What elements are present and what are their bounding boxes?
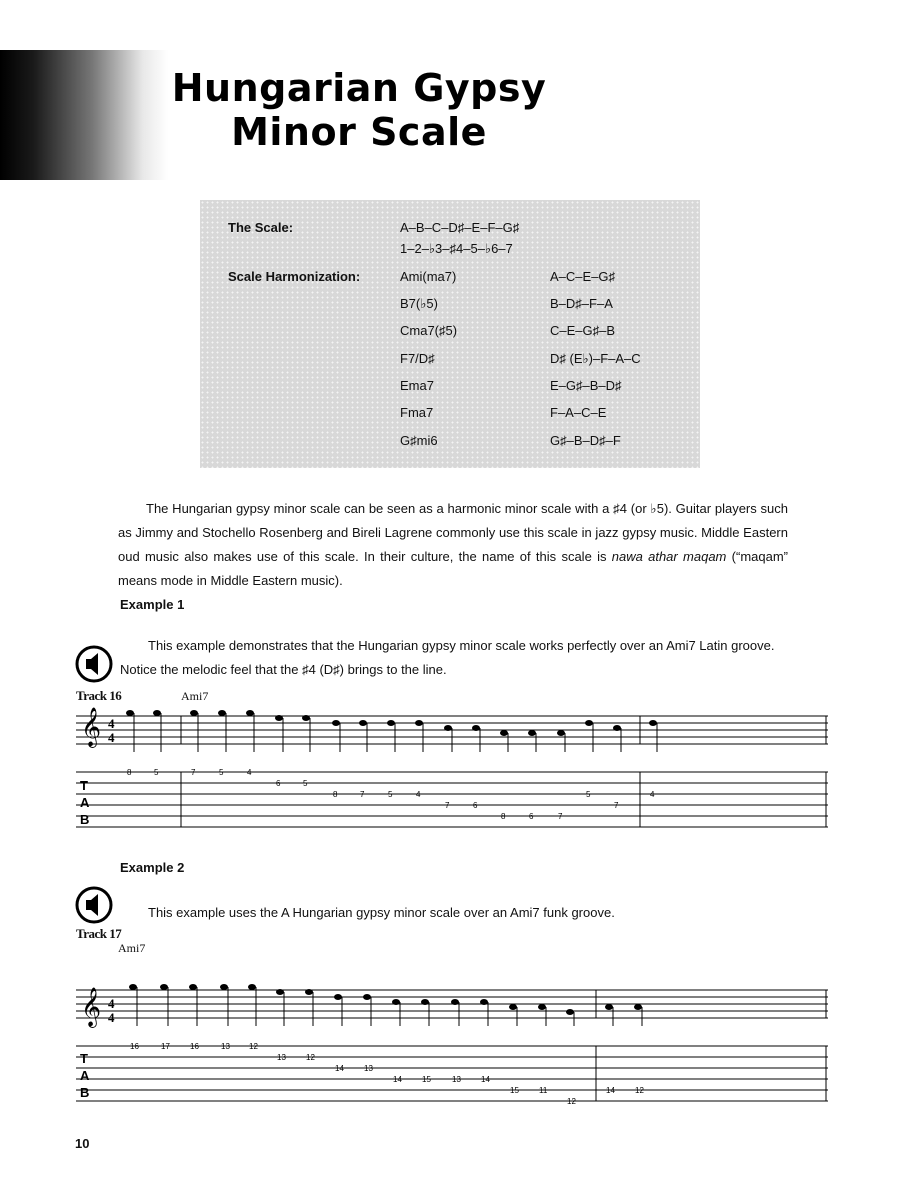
scale-degrees: 1–2–♭3–♯4–5–♭6–7 [400, 241, 513, 256]
scale-label: The Scale: [228, 220, 294, 235]
note-head [509, 1004, 517, 1010]
tab-fret-number: 15 [510, 1086, 519, 1095]
tab-fret-number: 13 [364, 1064, 373, 1073]
tab-letter-t: T [80, 778, 88, 793]
tab-fret-number: 5 [388, 790, 393, 799]
tab-fret-number: 13 [452, 1075, 461, 1084]
time-sig-bottom: 4 [108, 1010, 115, 1025]
chord-notes: A–C–E–G♯ [550, 269, 616, 284]
time-sig-top: 4 [108, 716, 115, 731]
tab-fret-number: 14 [606, 1086, 615, 1095]
intro-italic-term: nawa athar maqam [611, 549, 727, 564]
example2-description: This example uses the A Hungarian gypsy minor scale over an Ami7 funk groove. [148, 905, 615, 920]
chord-notes: B–D♯–F–A [550, 296, 613, 311]
tab-fret-number: 11 [539, 1086, 548, 1095]
chord-notes: E–G♯–B–D♯ [550, 378, 622, 393]
note-head [276, 989, 284, 995]
note-head [480, 999, 488, 1005]
chord-name: Ema7 [400, 378, 434, 393]
treble-clef-icon: 𝄞 [81, 987, 102, 1027]
tab-letter-b: B [80, 1085, 90, 1100]
chord-name: B7(♭5) [400, 296, 438, 311]
tab-fret-number: 13 [277, 1053, 286, 1062]
note-head [363, 994, 371, 1000]
note-head [538, 1004, 546, 1010]
intro-text-end: (“maqam” means mode in Middle Eastern music). [118, 549, 788, 588]
tab-fret-number: 7 [614, 801, 619, 810]
note-head [334, 994, 342, 1000]
tab-fret-number: 5 [219, 768, 224, 777]
chord-symbol: Ami7 [118, 941, 146, 955]
staff [76, 990, 828, 1018]
tab-fret-number: 14 [393, 1075, 402, 1084]
chord-name: G♯mi6 [400, 433, 438, 448]
note-head [305, 989, 313, 995]
chord-name: Ami(ma7) [400, 269, 457, 284]
treble-clef-icon: 𝄞 [81, 707, 102, 747]
time-sig-top: 4 [108, 996, 115, 1011]
tab-fret-number: 12 [567, 1097, 576, 1106]
tab-fret-number: 16 [190, 1042, 199, 1051]
tab-fret-number: 8 [501, 812, 506, 821]
tab-fret-number: 7 [191, 768, 196, 777]
tab-fret-number: 5 [154, 768, 159, 777]
track-label: Track 17 [76, 926, 122, 941]
tab-letter-a: A [80, 795, 90, 810]
tab-fret-number: 6 [529, 812, 534, 821]
tab-letter-t: T [80, 1051, 88, 1066]
tab-fret-number: 17 [161, 1042, 170, 1051]
chord-notes: D♯ (E♭)–F–A–C [550, 351, 641, 366]
tab-fret-number: 7 [360, 790, 365, 799]
note-head [566, 1009, 574, 1015]
tab-fret-number: 4 [650, 790, 655, 799]
tab-fret-number: 8 [127, 768, 132, 777]
chord-notes: F–A–C–E [550, 405, 607, 420]
tab-fret-number: 4 [416, 790, 421, 799]
tab-fret-number: 14 [335, 1064, 344, 1073]
tab-fret-number: 6 [473, 801, 478, 810]
intro-text: The Hungarian gypsy minor scale can be seen as a harmonic minor scale with a ♯4 (or ♭5). Guitar players such as Jimmy and Stochello Rosenberg and Bireli Lagrene commonly use this scale in jazz gypsy music. Middle Eastern oud music also makes use of this scale. In their culture, the name of this scale is [118, 501, 788, 564]
tab-fret-number: 5 [586, 790, 591, 799]
tab-fret-number: 12 [249, 1042, 258, 1051]
tab-fret-number: 16 [130, 1042, 139, 1051]
chord-name: Cma7(♯5) [400, 323, 458, 338]
chord-name: Fma7 [400, 405, 434, 420]
tab-fret-number: 13 [221, 1042, 230, 1051]
chord-symbol: Ami7 [181, 689, 209, 703]
time-sig-bottom: 4 [108, 730, 115, 745]
note-head [189, 984, 197, 990]
tab-fret-number: 12 [306, 1053, 315, 1062]
tablature [76, 1046, 828, 1101]
note-head [160, 984, 168, 990]
tab-fret-number: 8 [333, 790, 338, 799]
harmonization-label: Scale Harmonization: [228, 269, 361, 284]
scale-notes: A–B–C–D♯–E–F–G♯ [400, 220, 520, 235]
tab-frets [130, 1042, 644, 1106]
tab-fret-number: 6 [276, 779, 281, 788]
tab-fret-number: 4 [247, 768, 252, 777]
tab-fret-number: 5 [303, 779, 308, 788]
note-head [421, 999, 429, 1005]
tab-fret-number: 15 [422, 1075, 431, 1084]
chord-name: F7/D♯ [400, 351, 435, 366]
tab-letter-b: B [80, 812, 90, 827]
tab-fret-number: 7 [445, 801, 450, 810]
note-head [220, 984, 228, 990]
page-title-line2: Minor Scale [231, 110, 487, 154]
note-head [248, 984, 256, 990]
page-number: 10 [75, 1136, 90, 1151]
note-head [392, 999, 400, 1005]
tab-letter-a: A [80, 1068, 90, 1083]
chord-notes: C–E–G♯–B [550, 323, 616, 338]
note-head [605, 1004, 613, 1010]
track-label: Track 16 [76, 688, 122, 703]
note-head [451, 999, 459, 1005]
example2-title: Example 2 [120, 860, 185, 875]
note-head [129, 984, 137, 990]
tab-fret-number: 12 [635, 1086, 644, 1095]
note-head [634, 1004, 642, 1010]
tab-fret-number: 7 [558, 812, 563, 821]
example1-title: Example 1 [120, 597, 185, 612]
chord-notes: G♯–B–D♯–F [550, 433, 621, 448]
tab-fret-number: 14 [481, 1075, 490, 1084]
example1-description: This example demonstrates that the Hungarian gypsy minor scale works perfectly over an Ami7 Latin groove. Notice the melodic feel that the ♯4 (D♯) brings to the line. [120, 638, 775, 677]
page-title-line1: Hungarian Gypsy [171, 66, 547, 110]
